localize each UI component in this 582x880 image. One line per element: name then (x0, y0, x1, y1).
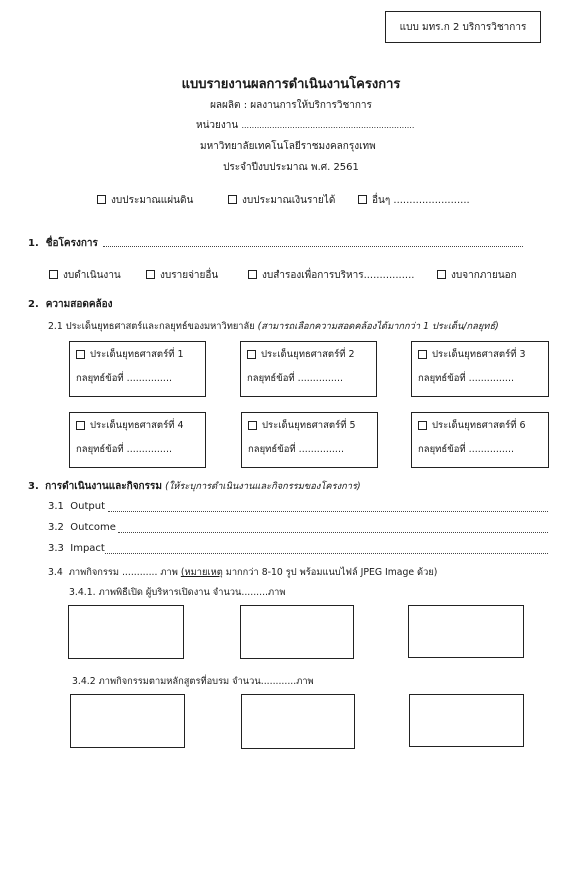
strategy-box-3 (411, 341, 549, 397)
budget-option-national[interactable] (97, 193, 193, 208)
page-title: แบบรายงานผลการดำเนินงานโครงการ (181, 77, 401, 92)
budget-option-label: อื่นๆ ........................ (372, 195, 470, 206)
item-impact (48, 543, 105, 554)
section-note: (ให้ระบุการดำเนินงานและกิจกรรมของโครงการ) (165, 481, 361, 492)
strategy-line: กลยุทธ์ข้อที่ ............... (76, 444, 172, 455)
type-option-label: งบดำเนินงาน (63, 270, 121, 281)
photo-placeholder[interactable] (241, 694, 355, 749)
strategy-box-5 (241, 412, 378, 468)
photo-placeholder[interactable] (68, 605, 184, 659)
section-label: ความสอดคล้อง (45, 299, 113, 310)
item-number: 3.3 (48, 543, 64, 554)
impact-field[interactable] (105, 543, 548, 554)
strategy-line: กลยุทธ์ข้อที่ ............... (76, 373, 172, 384)
form-code-box (385, 11, 541, 43)
output-line: ผลผลิต : ผลงานการให้บริการวิชาการ (210, 100, 372, 111)
section-label: การดำเนินงานและกิจกรรม (45, 481, 162, 492)
item-number: 3.2 (48, 522, 64, 533)
item-label: Outcome (70, 522, 116, 533)
checkbox-icon[interactable] (146, 270, 155, 279)
checkbox-icon[interactable] (248, 270, 257, 279)
strategy-line: กลยุทธ์ข้อที่ ............... (418, 444, 514, 455)
checkbox-icon[interactable] (76, 350, 85, 359)
section-number: 2. (28, 299, 39, 310)
budget-option-label: งบประมาณแผ่นดิน (111, 195, 194, 206)
strategy-line: กลยุทธ์ข้อที่ ............... (418, 373, 514, 384)
unit-label: หน่วยงาน (196, 120, 239, 131)
strategy-line: กลยุทธ์ข้อที่ ............... (248, 444, 344, 455)
output-field[interactable] (108, 501, 548, 512)
strategy-line: กลยุทธ์ข้อที่ ............... (247, 373, 343, 384)
fiscal-year: ประจำปีงบประมาณ พ.ศ. 2561 (223, 162, 359, 173)
photo-placeholder[interactable] (408, 605, 524, 658)
type-option-other-expense[interactable] (146, 268, 218, 283)
subsection-note: (สามารถเลือกความสอดคล้องได้มากกว่า 1 ประเด็น/กลยุทธ์) (257, 321, 499, 332)
item-label: ภาพกิจกรรม ............ ภาพ (68, 567, 178, 578)
checkbox-icon[interactable] (418, 350, 427, 359)
project-name-field[interactable] (103, 236, 523, 247)
checkbox-icon[interactable] (97, 195, 106, 204)
strategy-title: ประเด็นยุทธศาสตร์ที่ 2 (261, 349, 355, 360)
note-text: มากกว่า 8-10 รูป พร้อมแนบไฟล์ JPEG Image ด้วย) (222, 567, 438, 578)
strategy-box-6 (411, 412, 549, 468)
section3-heading (28, 479, 361, 494)
type-option-operating[interactable] (49, 268, 121, 283)
strategy-title: ประเด็นยุทธศาสตร์ที่ 4 (90, 420, 184, 431)
note-label: (หมายเหตุ (180, 567, 223, 578)
unit-dots: .................................................................... (241, 121, 415, 130)
photo-group-2-label: 3.4.2 ภาพกิจกรรมตามหลักสูตรที่อบรม จำนวน............ภาพ (72, 676, 314, 687)
budget-option-label: งบประมาณเงินรายได้ (242, 195, 336, 206)
item-activity-photos (48, 565, 437, 580)
subsection-number: 2.1 (48, 321, 63, 332)
checkbox-icon[interactable] (76, 421, 85, 430)
checkbox-icon[interactable] (418, 421, 427, 430)
outcome-field[interactable] (118, 522, 548, 533)
type-option-reserve[interactable] (248, 268, 414, 283)
form-code-text: แบบ มทร.ก 2 บริการวิชาการ (399, 21, 527, 33)
strategy-title: ประเด็นยุทธศาสตร์ที่ 3 (432, 349, 526, 360)
checkbox-icon[interactable] (437, 270, 446, 279)
section-label: ชื่อโครงการ (45, 238, 98, 249)
item-label: Output (70, 501, 106, 512)
photo-group-1-label: 3.4.1. ภาพพิธีเปิด ผู้บริหารเปิดงาน จำนวน.........ภาพ (69, 587, 286, 598)
item-number: 3.4 (48, 567, 63, 578)
section-number: 3. (28, 481, 39, 492)
photo-placeholder[interactable] (409, 694, 524, 747)
item-label: Impact (70, 543, 105, 554)
checkbox-icon[interactable] (49, 270, 58, 279)
strategy-title: ประเด็นยุทธศาสตร์ที่ 6 (432, 420, 526, 431)
strategy-box-2 (240, 341, 377, 397)
checkbox-icon[interactable] (228, 195, 237, 204)
item-outcome (48, 522, 116, 533)
strategy-box-1 (69, 341, 206, 397)
checkbox-icon[interactable] (248, 421, 257, 430)
checkbox-icon[interactable] (247, 350, 256, 359)
checkbox-icon[interactable] (358, 195, 367, 204)
photo-placeholder[interactable] (70, 694, 185, 748)
type-option-label: งบจากภายนอก (451, 270, 517, 281)
item-number: 3.1 (48, 501, 64, 512)
item-output (48, 501, 105, 512)
budget-option-revenue[interactable] (228, 193, 335, 208)
university-name: มหาวิทยาลัยเทคโนโลยีราชมงคลกรุงเทพ (200, 141, 376, 152)
section2-heading (28, 297, 113, 312)
section2-subheading (48, 319, 499, 334)
photo-placeholder[interactable] (240, 605, 354, 659)
type-option-label: งบสำรองเพื่อการบริหาร................ (262, 270, 415, 281)
type-option-external[interactable] (437, 268, 517, 283)
type-option-label: งบรายจ่ายอื่น (160, 270, 219, 281)
unit-line (196, 118, 414, 133)
strategy-title: ประเด็นยุทธศาสตร์ที่ 1 (90, 349, 184, 360)
budget-option-other[interactable] (358, 193, 470, 208)
subsection-label: ประเด็นยุทธศาสตร์และกลยุทธ์ของมหาวิทยาลัย (65, 321, 255, 332)
section-number: 1. (28, 238, 39, 249)
strategy-title: ประเด็นยุทธศาสตร์ที่ 5 (262, 420, 356, 431)
strategy-box-4 (69, 412, 206, 468)
section1-heading (28, 236, 98, 251)
